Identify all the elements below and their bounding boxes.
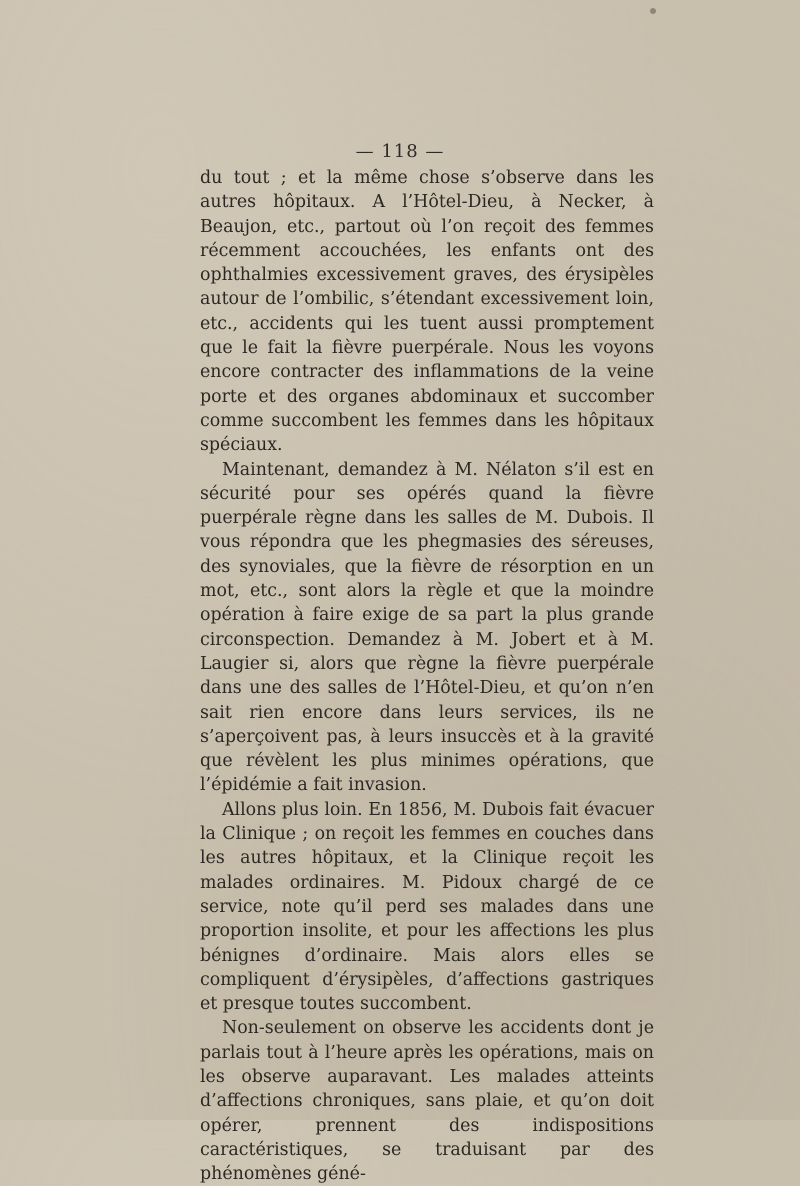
paragraph: du tout ; et la même chose s’observe dans les autres hôpitaux. A l’Hôtel-Dieu, à Necker, à Beaujon, etc., partout où l’on reçoit des femmes récemment accouchées, les enfants ont des ophthalmies excessivement graves, des érysipèles autour de l’ombilic, s’étendant excessivement loin, etc., accidents qui les tuent aussi promptement que le fait la fièvre puerpérale. Nous les voyons encore contracter des inflammations de la veine porte et des organes abdominaux et succomber comme succombent les femmes dans les hôpitaux spéciaux. xyxy=(200,168,654,456)
body-text xyxy=(200,166,654,1186)
page-number: — 118 — xyxy=(355,141,445,162)
paragraph: Non-seulement on observe les accidents dont je parlais tout à l’heure après les opérations, mais on les observe auparavant. Les malades atteints d’affections chroniques, sans plaie, et qu’on doit opérer, prennent des indispositions caractéristiques, se traduisant par des phénomènes géné- xyxy=(200,1018,654,1185)
paragraph: Maintenant, demandez à M. Nélaton s’il est en sécurité pour ses opérés quand la fièvre puerpérale règne dans les salles de M. Dubois. Il vous répondra que les phegmasies des séreuses, des synoviales, que la fièvre de résorption en un mot, etc., sont alors la règle et que la moindre opération à faire exige de sa part la plus grande circonspection. Demandez à M. Jobert et à M. Laugier si, alors que règne la fièvre puerpérale dans une des salles de l’Hôtel-Dieu, et qu’on n’en sait rien encore dans leurs services, ils ne s’aperçoivent pas, à leurs insuccès et à la gravité que révèlent les plus minimes opérations, que l’épidémie a fait invasion. xyxy=(200,459,654,796)
paragraph: Allons plus loin. En 1856, M. Dubois fait évacuer la Clinique ; on reçoit les femmes en couches dans les autres hôpitaux, et la Clinique reçoit les malades ordinaires. M. Pidoux chargé de ce service, note qu’il perd ses malades dans une proportion insolite, et pour les affections les plus bénignes d’ordinaire. Mais alors elles se compliquent d’érysipèles, d’affections gastriques et presque toutes succombent. xyxy=(200,799,654,1015)
paper-stain xyxy=(650,8,656,14)
